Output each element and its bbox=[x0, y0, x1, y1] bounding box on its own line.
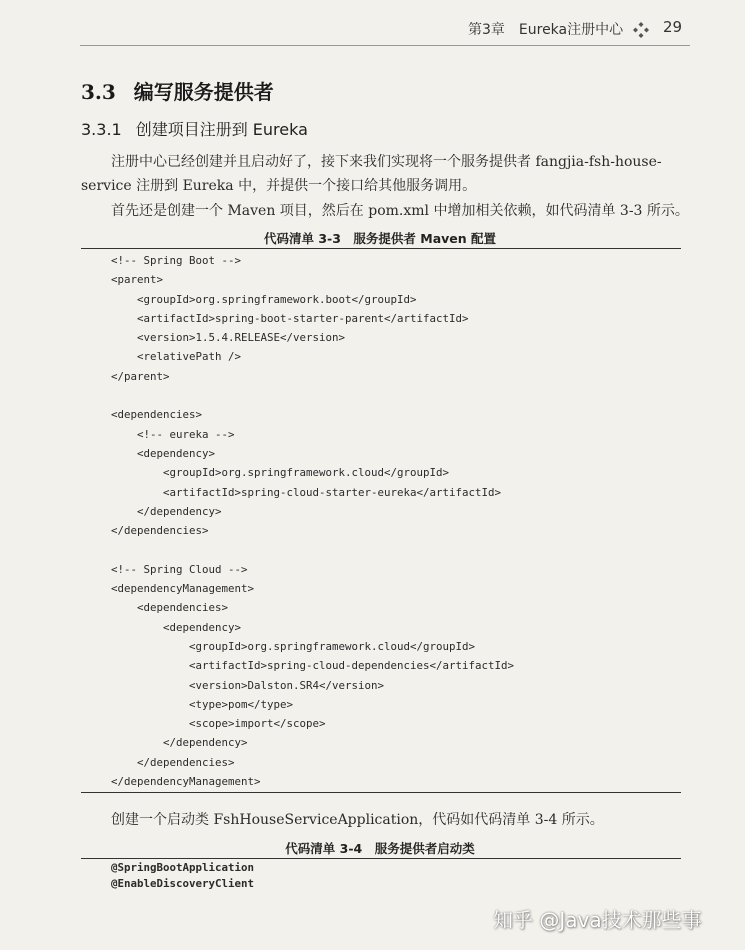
code-line: <version>Dalston.SR4</version> bbox=[111, 678, 385, 692]
code-line: <scope>import</scope> bbox=[111, 717, 326, 731]
code-line: <relativePath /> bbox=[111, 350, 242, 364]
code-listing-3-4 bbox=[111, 860, 671, 892]
code-line: <groupId>org.springframework.cloud</groupId> bbox=[111, 466, 450, 480]
code-line: <groupId>org.springframework.cloud</groupId> bbox=[111, 639, 476, 653]
running-head-chapter: 第3章 Eureka注册中心 bbox=[468, 22, 624, 38]
code-line: <dependencyManagement> bbox=[111, 582, 255, 596]
body-paragraph: 首先还是创建一个 Maven 项目，然后在 pom.xml 中增加相关依赖，如代码清单 3-3 所示。 bbox=[111, 203, 689, 219]
listing-caption: 代码清单 3-4 服务提供者启动类 bbox=[285, 841, 475, 856]
section-title: 编写服务提供者 bbox=[133, 80, 274, 104]
code-line: <dependencies> bbox=[111, 408, 203, 422]
page-header bbox=[0, 0, 745, 52]
listing-caption: 代码清单 3-3 服务提供者 Maven 配置 bbox=[263, 231, 497, 246]
code-line: </dependencies> bbox=[111, 524, 209, 538]
code-line: <!-- Spring Boot --> bbox=[111, 254, 242, 267]
code-line: </dependencyManagement> bbox=[111, 775, 261, 789]
subsection-number: 3.3.1 bbox=[81, 120, 122, 139]
code-line: </dependencies> bbox=[111, 755, 235, 769]
code-line bbox=[111, 540, 671, 559]
code-line: <version>1.5.4.RELEASE</version> bbox=[111, 331, 346, 345]
code-line: </dependency> bbox=[111, 504, 222, 518]
body-paragraph: 注册中心已经创建并且启动好了，接下来我们实现将一个服务提供者 fangjia-fsh-house-service 注册到 Eureka 中，并提供一个接口给其他服务调用。 bbox=[81, 154, 662, 194]
code-line: <dependency> bbox=[111, 620, 242, 634]
listing-top-rule bbox=[81, 248, 681, 249]
code-listing-3-3 bbox=[111, 251, 671, 791]
code-line: @EnableDiscoveryClient bbox=[111, 877, 255, 890]
code-line: </dependency> bbox=[111, 736, 248, 750]
code-line: <!-- eureka --> bbox=[111, 427, 235, 441]
code-line: <artifactId>spring-cloud-dependencies</artifactId> bbox=[111, 659, 515, 673]
watermark: 知乎 @Java技术那些事 bbox=[493, 908, 702, 932]
section-number: 3.3 bbox=[81, 80, 116, 104]
code-line: <parent> bbox=[111, 273, 164, 287]
listing-bottom-rule bbox=[81, 792, 681, 793]
code-line: </parent> bbox=[111, 369, 170, 383]
body-paragraph: 创建一个启动类 FshHouseServiceApplication，代码如代码清单 3-4 所示。 bbox=[111, 812, 604, 828]
code-line: <type>pom</type> bbox=[111, 697, 294, 711]
section-heading bbox=[81, 76, 274, 105]
diamond-ornament-icon bbox=[632, 21, 650, 39]
code-line: <!-- Spring Cloud --> bbox=[111, 562, 248, 576]
code-line: <groupId>org.springframework.boot</groupId> bbox=[111, 292, 417, 306]
subsection-heading bbox=[81, 117, 308, 140]
code-line: <dependencies> bbox=[111, 601, 229, 615]
subsection-title: 创建项目注册到 Eureka bbox=[135, 120, 308, 139]
code-line: <artifactId>spring-boot-starter-parent</artifactId> bbox=[111, 311, 469, 325]
code-line: <dependency> bbox=[111, 446, 216, 460]
page-number: 29 bbox=[663, 18, 683, 36]
header-rule bbox=[80, 45, 690, 46]
code-line: @SpringBootApplication bbox=[111, 861, 255, 874]
code-line: <artifactId>spring-cloud-starter-eureka</artifactId> bbox=[111, 485, 502, 499]
code-line bbox=[111, 386, 671, 405]
listing-top-rule bbox=[81, 858, 681, 859]
